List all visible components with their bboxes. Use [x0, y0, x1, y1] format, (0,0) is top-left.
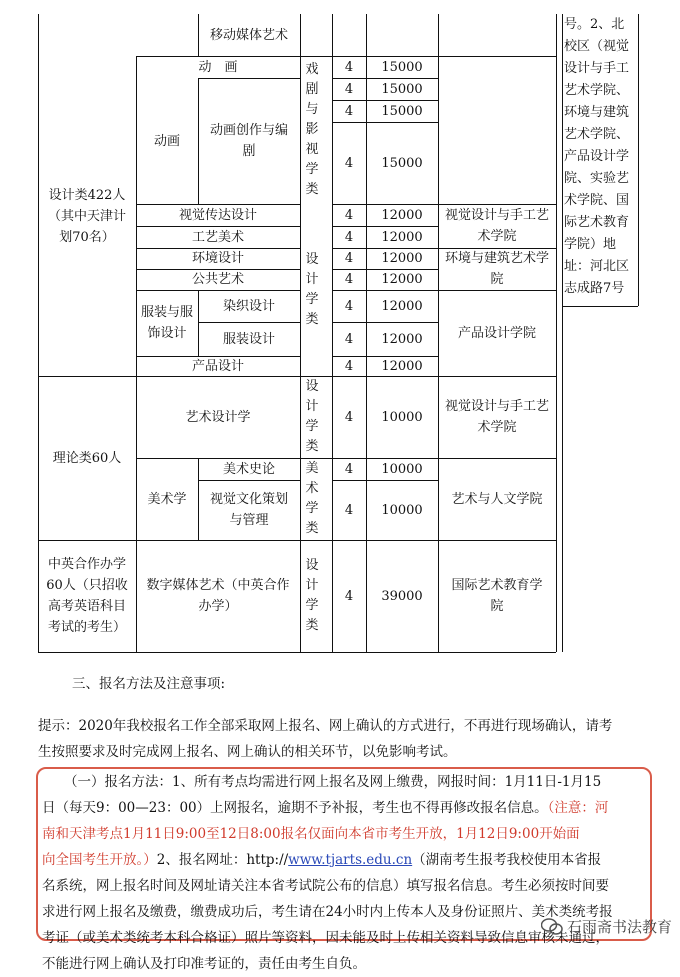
cell-drama-discipline: 戏剧与影视学类 [305, 62, 319, 197]
method-line-1: （一）报名方法：1、所有考点均需进行网上报名及网上缴费，网报时间：1月11日-1月15 [64, 774, 602, 790]
method-url-label: 2、报名网址：http:// [156, 852, 289, 868]
method-note-red-end: 向全国考生开放。） [42, 852, 157, 868]
cell-fee: 12000 [381, 207, 423, 223]
cell-fee: 15000 [381, 155, 423, 171]
grid-line [638, 14, 639, 306]
cell-college-visual: 视觉设计与手工艺术学院 [444, 208, 549, 244]
cell-years: 4 [344, 272, 354, 287]
cell-college-international: 国际艺术教育学院 [451, 578, 543, 614]
watermark [541, 916, 672, 937]
cell-campus-address: 号。2、北校区（视觉设计与手工艺术学院、环境与建筑艺术学院、产品设计学院、实验艺术学院、国际艺术教育学院）地址：河北区志成路7号 [564, 17, 630, 296]
method-line-5: 名系统，网上报名时间及网址请关注本省考试院公布的信息）填写报名信息。考生必须按时间要 [42, 878, 609, 894]
cell-fine-arts: 美术学 [147, 491, 187, 507]
method-note-red: （注意：河 [547, 800, 609, 816]
cell-years: 4 [344, 81, 354, 97]
cell-digital-media: 数字媒体艺术（中英合作办学） [146, 578, 290, 614]
cell-fee: 10000 [381, 461, 423, 477]
cell-fee: 12000 [381, 272, 423, 287]
cell-coop-category: 中英合作办学 60人（只招收高考英语科目考试的考生） [46, 557, 128, 635]
cell-fine-arts-discipline: 美术学类 [305, 461, 319, 536]
cell-environment-design: 环境设计 [191, 251, 244, 266]
cell-years: 4 [344, 502, 354, 518]
cell-years: 4 [344, 588, 354, 604]
method-line-2-text: 日（每天9：00—23：00）上网报名，逾期不予补报，考生也不得再修改报名信息。 [42, 800, 548, 816]
cell-years: 4 [344, 251, 354, 266]
cell-animation-top: 动 画 [198, 59, 238, 75]
cell-mobile-media-art: 移动媒体艺术 [209, 27, 288, 43]
cell-fee: 12000 [381, 331, 423, 347]
grid-line [300, 14, 301, 652]
cell-fee: 10000 [381, 502, 423, 518]
cell-years: 4 [344, 59, 354, 75]
cell-years: 4 [344, 409, 354, 425]
cell-design-discipline-1: 设计学类 [305, 252, 319, 327]
cell-years: 4 [344, 298, 354, 314]
cell-design-category: 设计类422人（其中天津计划70名） [47, 187, 126, 245]
cell-years: 4 [344, 331, 354, 347]
cell-fee: 12000 [381, 229, 423, 245]
cell-college-product: 产品设计学院 [457, 325, 536, 341]
notice-line-2: 生按照要求及时完成网上报名、网上确认的相关环节，以免影响考试。 [38, 744, 457, 760]
cell-years: 4 [344, 103, 354, 119]
cell-fee: 12000 [381, 298, 423, 314]
grid-line [562, 306, 638, 307]
method-line-3: 南和天津考点1月11日9:00至12日8:00报名仅面向本省市考生开放，1月12日9:00开始面 [42, 826, 580, 842]
cell-fashion-group: 服装与服饰设计 [140, 305, 193, 341]
grid-line [556, 14, 557, 652]
registration-link[interactable]: www.tjarts.edu.cn [288, 852, 413, 868]
method-line-2 [42, 795, 608, 821]
cell-animation-writing: 动画创作与编剧 [209, 123, 288, 159]
cell-fee: 39000 [381, 588, 423, 604]
cell-years: 4 [344, 358, 354, 374]
cell-years: 4 [344, 461, 354, 477]
cell-years: 4 [344, 155, 354, 171]
cell-product-design: 产品设计 [191, 358, 244, 374]
cell-college-humanities: 艺术与人文学院 [451, 491, 543, 507]
method-line-8: 不能进行网上确认及打印准考证的，责任由考生自负。 [42, 956, 366, 972]
cell-clothing-design: 服装设计 [222, 331, 275, 347]
cell-crafts: 工艺美术 [191, 229, 244, 245]
method-line-6: 求进行网上报名及缴费，缴费成功后，考生请在24小时内上传本人及身份证照片、美术类统考报 [42, 904, 613, 920]
section-title: 三、报名方法及注意事项: [72, 676, 226, 692]
cell-design-discipline-2: 设计学类 [305, 379, 319, 454]
cell-college-visual-2: 视觉设计与手工艺术学院 [444, 399, 549, 435]
cell-years: 4 [344, 207, 354, 223]
cell-art-history: 美术史论 [222, 461, 275, 477]
cell-fee: 15000 [381, 81, 423, 97]
cell-public-art: 公共艺术 [191, 272, 244, 287]
grid-line [38, 652, 556, 653]
method-line-7: 考证（或美术类统考本科合格证）照片等资料，因未能及时上传相关资料导致信息审核未通过， [42, 930, 609, 946]
cell-animation-group: 动画 [153, 133, 180, 149]
cell-theory-category: 理论类60人 [52, 450, 122, 466]
watermark-text: 石雨斋书法教育 [566, 918, 672, 936]
cell-textile-design: 染织设计 [222, 298, 275, 314]
cell-fee: 15000 [381, 59, 423, 75]
cell-fee: 10000 [381, 409, 423, 425]
method-line-4 [42, 847, 601, 873]
cell-visual-culture: 视觉文化策划与管理 [209, 492, 288, 528]
method-line-4-text: （湖南考生报考我校使用本省报 [412, 852, 602, 868]
cell-years: 4 [344, 229, 354, 245]
cell-art-design-theory: 艺术设计学 [185, 409, 251, 425]
cell-fee: 15000 [381, 103, 423, 119]
cell-visual-design: 视觉传达设计 [178, 207, 257, 223]
cell-fee: 12000 [381, 358, 423, 374]
wechat-icon [541, 918, 563, 936]
notice-line-1: 提示：2020年我校报名工作全部采取网上报名、网上确认的方式进行，不再进行现场确认，请考 [38, 718, 613, 734]
cell-college-environment: 环境与建筑艺术学院 [444, 251, 549, 287]
cell-design-discipline-3: 设计学类 [305, 558, 319, 633]
cell-fee: 12000 [381, 251, 423, 266]
